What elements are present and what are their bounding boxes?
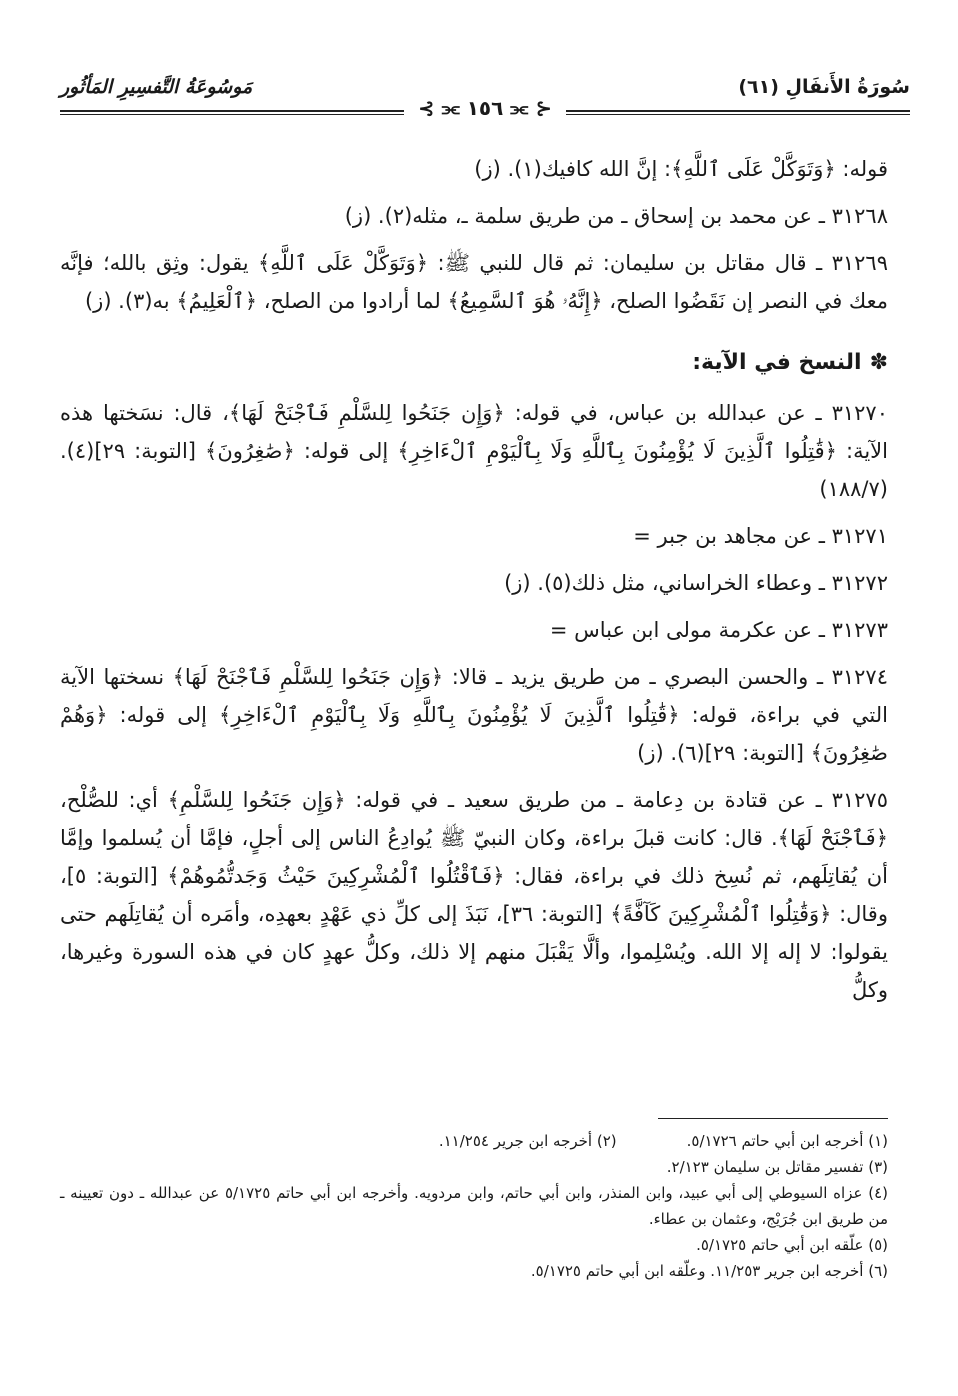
- main-text: [60, 150, 888, 1018]
- paragraph: ٣١٢٧٥ ـ عن قتادة بن دِعامة ـ من طريق سعيد ـ في قوله: ﴿وَإِن جَنَحُوا لِلسَّلْمِ﴾ أي: للصُّلْح، ﴿فَٱجْنَحْ لَهَا﴾. قال: كانت قبلَ براءة، وكان النبيّ ﷺ يُوادِعُ الناس إلى أجلٍ، فإمَّا أن يُسلموا وإمَّا أن يُقاتِلَهم، ثم نُسِخ ذلك في براءة، فقال: ﴿فَٱقْتُلُوا ٱلْمُشْرِكِينَ حَيْثُ وَجَدتُّمُوهُمْ﴾ [التوبة: ٥]، وقال: ﴿وَقَٰتِلُوا ٱلْمُشْرِكِينَ كَآفَّةً﴾ [التوبة: ٣٦]، نَبَذَ إلى كلِّ ذي عَهْدٍ بعهدِه، وأمَره أن يُقاتِلَهم حتى يقولوا: لا إله إلا الله. ويُسْلِموا، وألَّا يَقْبَلَ منهم إلا ذلك، وكلُّ عهدٍ كان في هذه السورة وغيرها، وكلُّ: [60, 788, 888, 1002]
- flower-icon: ✽: [869, 350, 888, 375]
- footnote: (٦) أخرجه ابن جرير ١١/٢٥٣. وعلّقه ابن أبي حاتم ٥/١٧٢٥.: [530, 1262, 888, 1280]
- ornament-icon: ⊰ ⫘: [503, 96, 552, 120]
- surah-title: سُورَةُ الأَنفَالِ (٦١): [738, 76, 910, 98]
- series-title: مَوسُوعَةُ التَّفسِيرِ المَأثُور: [60, 76, 253, 98]
- paragraph: ٣١٢٧٠ ـ عن عبدالله بن عباس، في قوله: ﴿وَإِن جَنَحُوا لِلسَّلْمِ فَٱجْنَحْ لَهَا﴾، قال: نسَختها هذه الآية: ﴿قَٰتِلُوا ٱلَّذِينَ لَا يُؤْمِنُونَ بِٱللَّهِ وَلَا بِٱلْيَوْمِ ٱلْءَاخِرِ﴾ إلى قوله: ﴿صَٰغِرُونَ﴾ [التوبة: ٢٩](٤). (١٨٨/٧): [60, 401, 888, 501]
- footnote: (٥) علّقه ابن أبي حاتم ٥/١٧٢٥.: [696, 1236, 888, 1254]
- footnote: (١) أخرجه ابن أبي حاتم ٥/١٧٢٦.: [686, 1132, 888, 1150]
- footnote: (٣) تفسير مقاتل بن سليمان ٢/١٢٣.: [666, 1158, 888, 1176]
- paragraph: ٣١٢٦٩ ـ قال مقاتل بن سليمان: ثم قال للنبي ﷺ: ﴿وَتَوَكَّلْ عَلَى ٱللَّهِ﴾ يقول: وثِق بالله؛ فإنَّه معك في النصر إن نَقَضُوا الصلح، ﴿إِنَّهُۥ هُوَ ٱلسَّمِيعُ﴾ لما أرادوا من الصلح، ﴿ٱلْعَلِيمُ﴾ به(٣). (ز): [60, 251, 888, 313]
- paragraph: ٣١٢٧٤ ـ والحسن البصري ـ من طريق يزيد ـ قالا: ﴿وَإِن جَنَحُوا لِلسَّلْمِ فَٱجْنَحْ لَهَا﴾ نسختها الآية التي في براءة، قوله: ﴿قَٰتِلُوا ٱلَّذِينَ لَا يُؤْمِنُونَ بِٱللَّهِ وَلَا بِٱلْيَوْمِ ٱلْءَاخِرِ﴾ إلى قوله: ﴿وَهُمْ صَٰغِرُونَ﴾ [التوبة: ٢٩](٦). (ز): [60, 665, 888, 765]
- paragraph: ٣١٢٦٨ ـ عن محمد بن إسحاق ـ من طريق سلمة ـ، مثله(٢). (ز): [344, 204, 888, 228]
- section-heading: [60, 344, 888, 382]
- page-number: [404, 96, 566, 120]
- paragraph: ٣١٢٧١ ـ عن مجاهد بن جبر =: [633, 524, 888, 548]
- page-number-text: ١٥٦: [466, 96, 504, 120]
- footnote-row: [60, 1128, 888, 1154]
- footnotes: [60, 1128, 888, 1284]
- page-header: [60, 76, 910, 120]
- paragraph: ٣١٢٧٢ ـ وعطاء الخراساني، مثل ذلك(٥). (ز): [504, 571, 888, 595]
- ornament-icon: ⫘ ⊱: [418, 96, 467, 120]
- footnote-divider: [658, 1118, 888, 1119]
- section-title: النسخ في الآية:: [692, 350, 862, 375]
- footnote: (٤) عزاه السيوطي إلى أبي عبيد، وابن المنذر، وابن أبي حاتم، وابن مردويه. وأخرجه ابن أبي حاتم ٥/١٧٢٥ عن عبدالله ـ دون تعيينه ـ من طريق ابن جُرَيْج، وعثمان بن عطاء.: [60, 1184, 888, 1228]
- paragraph: قوله: ﴿وَتَوَكَّلْ عَلَى ٱللَّهِ﴾: إنَّ الله كافيك(١). (ز): [474, 157, 888, 181]
- footnote: (٢) أخرجه ابن جرير ١١/٢٥٤.: [438, 1132, 617, 1150]
- paragraph: ٣١٢٧٣ ـ عن عكرمة مولى ابن عباس =: [549, 618, 888, 642]
